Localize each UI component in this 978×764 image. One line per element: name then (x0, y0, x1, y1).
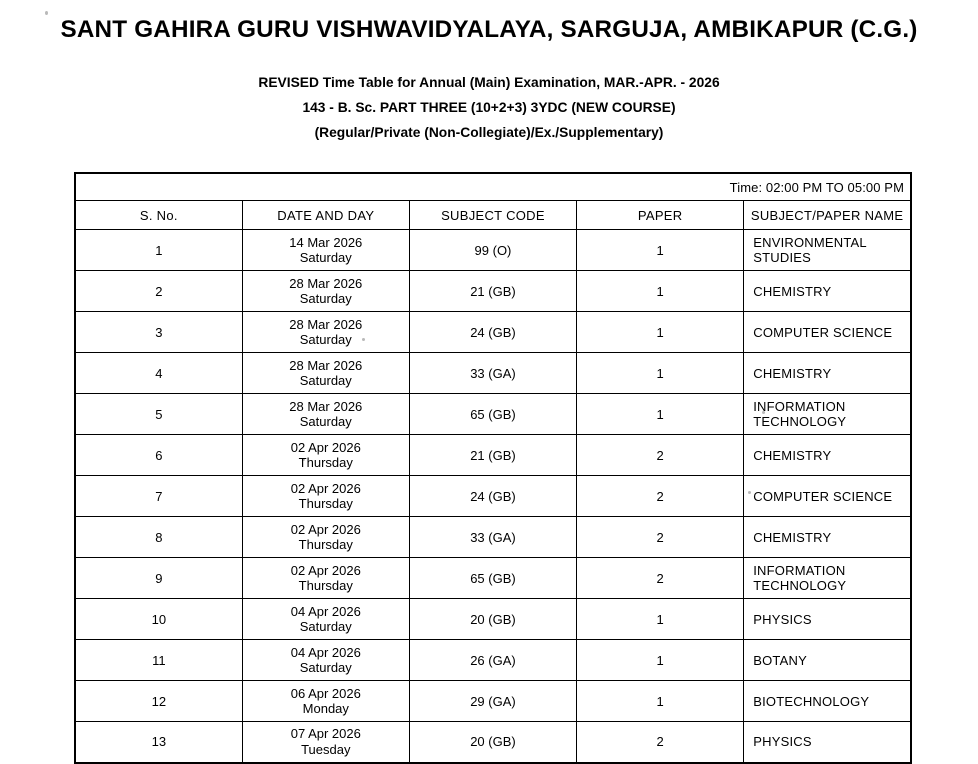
cell-subject-code: 20 (GB) (409, 599, 576, 640)
cell-sno: 13 (75, 722, 242, 763)
cell-sno: 2 (75, 271, 242, 312)
table-row (75, 394, 911, 435)
cell-subject-name: CHEMISTRY (744, 353, 911, 394)
table-row (75, 312, 911, 353)
cell-sno: 12 (75, 681, 242, 722)
table-row (75, 599, 911, 640)
cell-day: Saturday (299, 619, 352, 634)
cell-date: 28 Mar 2026 (289, 275, 363, 291)
cell-date-and-day (242, 640, 409, 681)
table-row (75, 230, 911, 271)
cell-day: Thursday (298, 455, 353, 470)
cell-subject-name: ENVIRONMENTAL STUDIES (744, 230, 911, 271)
column-header-code: SUBJECT CODE (409, 201, 576, 230)
cell-date: 02 Apr 2026 (290, 562, 361, 578)
table-row (75, 722, 911, 763)
cell-subject-name: PHYSICS (744, 722, 911, 763)
cell-day: Saturday (299, 332, 352, 347)
cell-subject-name: COMPUTER SCIENCE (744, 312, 911, 353)
cell-day: Monday (302, 701, 349, 716)
cell-paper-number: 1 (577, 640, 744, 681)
cell-subject-name: INFORMATION TECHNOLOGY (744, 558, 911, 599)
exam-time-label: Time: 02:00 PM TO 05:00 PM (75, 173, 911, 201)
cell-date: 14 Mar 2026 (289, 234, 363, 250)
cell-sno: 11 (75, 640, 242, 681)
cell-paper-number: 2 (577, 517, 744, 558)
cell-date-and-day (242, 353, 409, 394)
cell-paper-number: 1 (577, 271, 744, 312)
cell-date-and-day (242, 722, 409, 763)
cell-paper-number: 2 (577, 476, 744, 517)
table-row (75, 558, 911, 599)
cell-date-and-day (242, 435, 409, 476)
cell-subject-name: BOTANY (744, 640, 911, 681)
cell-subject-code: 24 (GB) (409, 312, 576, 353)
cell-day: Saturday (299, 660, 352, 675)
cell-paper-number: 1 (577, 312, 744, 353)
cell-date-and-day (242, 517, 409, 558)
cell-date: 02 Apr 2026 (290, 439, 361, 455)
cell-date-and-day (242, 271, 409, 312)
column-header-subject-name: SUBJECT/PAPER NAME (744, 201, 911, 230)
cell-paper-number: 2 (577, 435, 744, 476)
column-header-row (75, 201, 911, 230)
table-row (75, 640, 911, 681)
table-body (75, 230, 911, 763)
table-row (75, 517, 911, 558)
cell-subject-code: 26 (GA) (409, 640, 576, 681)
cell-paper-number: 1 (577, 353, 744, 394)
cell-date: 04 Apr 2026 (290, 644, 361, 660)
cell-date-and-day (242, 230, 409, 271)
cell-sno: 6 (75, 435, 242, 476)
cell-subject-name: BIOTECHNOLOGY (744, 681, 911, 722)
cell-sno: 5 (75, 394, 242, 435)
scan-speck (45, 11, 48, 15)
column-header-sno: S. No. (75, 201, 242, 230)
timetable-container (74, 172, 912, 764)
cell-day: Saturday (299, 373, 352, 388)
cell-subject-code: 21 (GB) (409, 435, 576, 476)
cell-date: 28 Mar 2026 (289, 398, 363, 414)
cell-date-and-day (242, 681, 409, 722)
cell-day: Saturday (299, 414, 352, 429)
cell-subject-code: 20 (GB) (409, 722, 576, 763)
cell-subject-name: PHYSICS (744, 599, 911, 640)
cell-date: 06 Apr 2026 (290, 685, 361, 701)
cell-paper-number: 1 (577, 230, 744, 271)
time-row (75, 173, 911, 201)
cell-day: Thursday (298, 496, 353, 511)
cell-paper-number: 2 (577, 722, 744, 763)
cell-date: 04 Apr 2026 (290, 603, 361, 619)
cell-date-and-day (242, 394, 409, 435)
table-row (75, 681, 911, 722)
table-row (75, 353, 911, 394)
cell-subject-code: 65 (GB) (409, 558, 576, 599)
cell-sno: 4 (75, 353, 242, 394)
table-row (75, 271, 911, 312)
table-head (75, 173, 911, 230)
subtitle-exam-session: REVISED Time Table for Annual (Main) Examination, MAR.-APR. - 2026 (258, 75, 720, 90)
cell-subject-name: COMPUTER SCIENCE (744, 476, 911, 517)
cell-date: 02 Apr 2026 (290, 480, 361, 496)
cell-sno: 3 (75, 312, 242, 353)
cell-subject-code: 33 (GA) (409, 517, 576, 558)
cell-date-and-day (242, 312, 409, 353)
cell-date: 07 Apr 2026 (290, 726, 361, 742)
cell-subject-name: CHEMISTRY (744, 435, 911, 476)
cell-paper-number: 2 (577, 558, 744, 599)
cell-date-and-day (242, 476, 409, 517)
cell-subject-name: INFORMATION TECHNOLOGY (744, 394, 911, 435)
cell-subject-code: 21 (GB) (409, 271, 576, 312)
cell-sno: 10 (75, 599, 242, 640)
cell-date-and-day (242, 599, 409, 640)
cell-paper-number: 1 (577, 394, 744, 435)
cell-sno: 8 (75, 517, 242, 558)
subtitle-course: 143 - B. Sc. PART THREE (10+2+3) 3YDC (NEW COURSE) (302, 100, 676, 115)
cell-day: Saturday (299, 250, 352, 265)
cell-sno: 1 (75, 230, 242, 271)
document-subtitle-block (0, 70, 978, 145)
cell-day: Saturday (299, 291, 352, 306)
university-title: SANT GAHIRA GURU VISHWAVIDYALAYA, SARGUJA, AMBIKAPUR (C.G.) (60, 16, 918, 43)
cell-subject-code: 99 (O) (409, 230, 576, 271)
subtitle-candidate-category: (Regular/Private (Non-Collegiate)/Ex./Supplementary) (314, 125, 664, 140)
cell-subject-name: CHEMISTRY (744, 517, 911, 558)
table-row (75, 476, 911, 517)
cell-subject-code: 24 (GB) (409, 476, 576, 517)
exam-schedule-table (74, 172, 912, 764)
cell-paper-number: 1 (577, 681, 744, 722)
cell-date: 02 Apr 2026 (290, 521, 361, 537)
cell-sno: 7 (75, 476, 242, 517)
cell-date-and-day (242, 558, 409, 599)
cell-sno: 9 (75, 558, 242, 599)
cell-subject-code: 33 (GA) (409, 353, 576, 394)
cell-paper-number: 1 (577, 599, 744, 640)
column-header-paper: PAPER (577, 201, 744, 230)
cell-day: Thursday (298, 578, 353, 593)
cell-date: 28 Mar 2026 (289, 316, 363, 332)
cell-subject-code: 29 (GA) (409, 681, 576, 722)
cell-day: Thursday (298, 537, 353, 552)
cell-day: Tuesday (301, 741, 351, 757)
table-row (75, 435, 911, 476)
cell-subject-code: 65 (GB) (409, 394, 576, 435)
column-header-date: DATE AND DAY (242, 201, 409, 230)
cell-subject-name: CHEMISTRY (744, 271, 911, 312)
cell-date: 28 Mar 2026 (289, 357, 363, 373)
